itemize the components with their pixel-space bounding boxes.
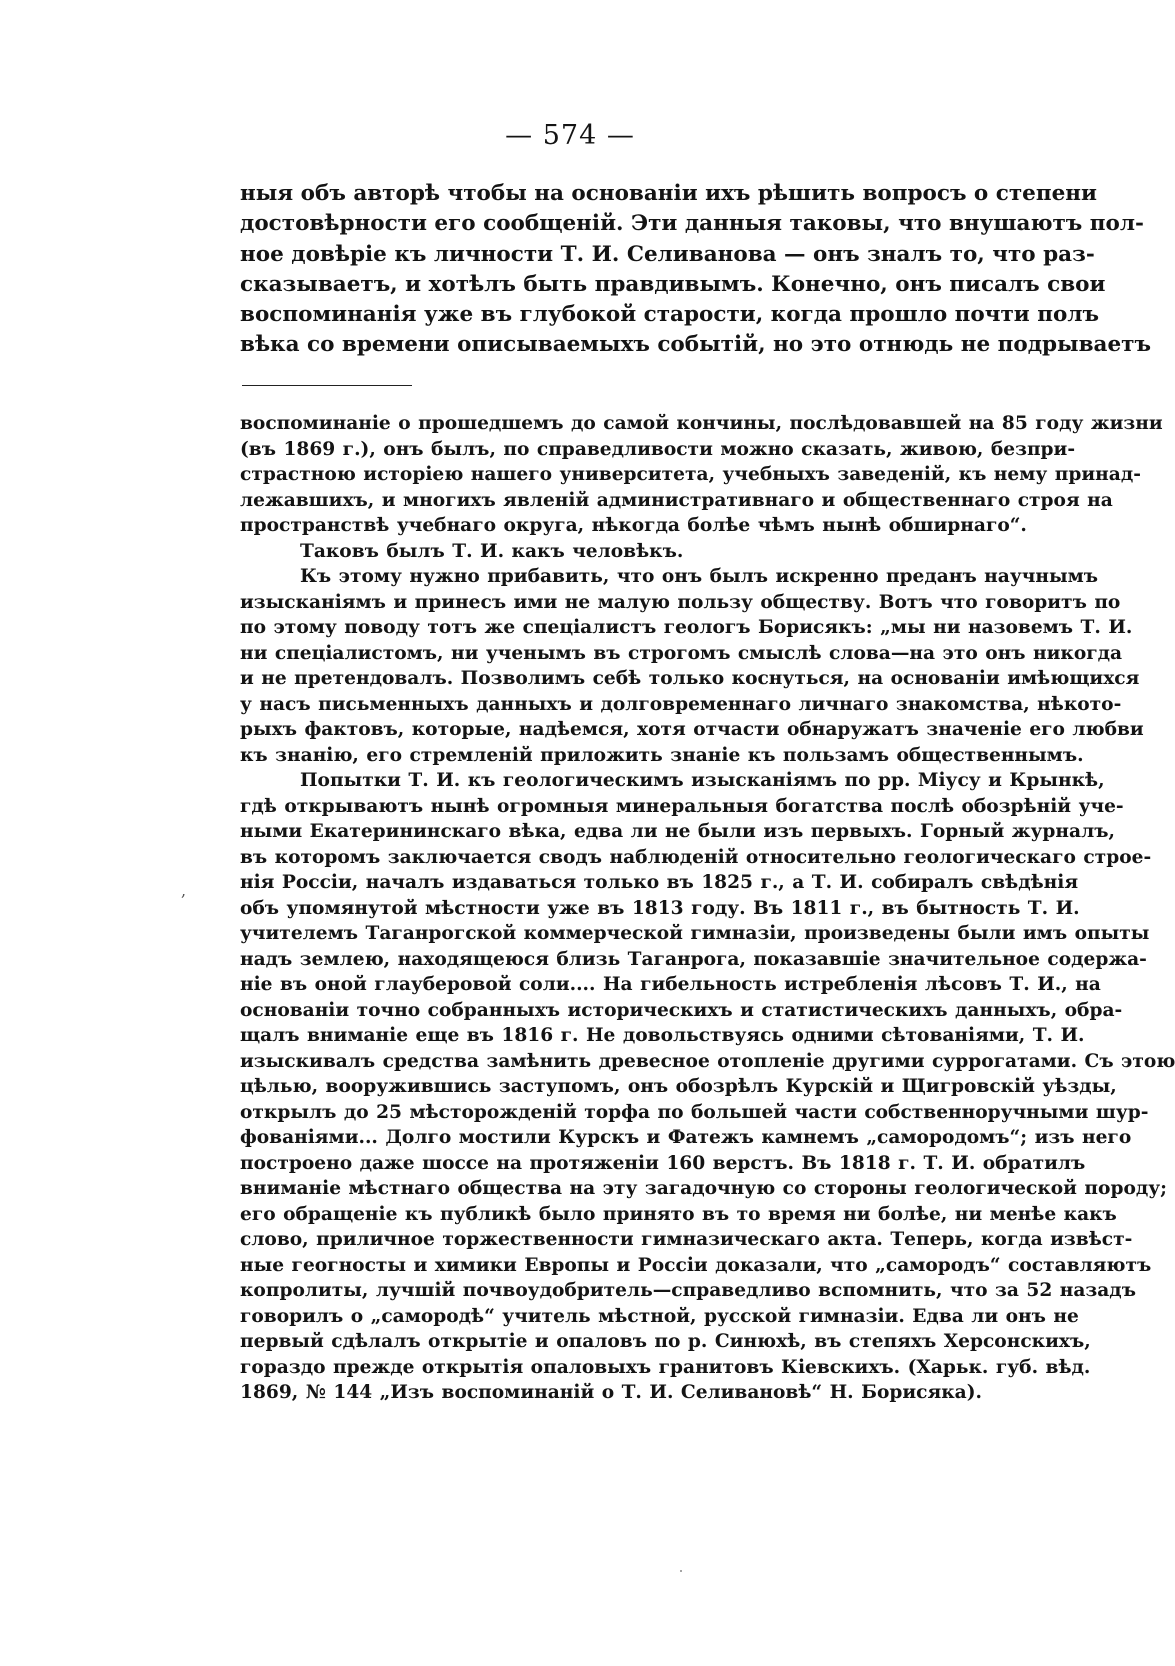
footnote-line: по этому поводу тотъ же спеціалистъ геологъ Борисякъ: „мы ни назовемъ Т. И.: [240, 617, 1133, 638]
footnote-line: ніе въ оной глауберовой соли.... На гибельность истребленія лѣсовъ Т. И., на: [240, 974, 1101, 995]
footnote-line: фованіями... Долго мостили Курскъ и Фатежъ камнемъ „самородомъ“; изъ него: [240, 1127, 1132, 1148]
scan-speck: [680, 1570, 682, 1572]
margin-mark: ,: [181, 881, 187, 900]
footnote-line: говорилъ о „самородѣ“ учитель мѣстной, русской гимназіи. Едва ли онъ не: [240, 1305, 1079, 1327]
footnote-line: цѣлью, вооружившись заступомъ, онъ обозрѣлъ Курскій и Щигровскій уѣзды,: [240, 1076, 1117, 1097]
footnote-line: изыскивалъ средства замѣнить древесное отопленіе другими суррогатами. Съ этою: [240, 1050, 1175, 1072]
footnote-line: копролиты, лучшій почвоудобритель—справедливо вспомнить, что за 52 назадъ: [240, 1280, 1136, 1301]
footnote-line: пространствѣ учебнаго округа, нѣкогда болѣе чѣмъ нынѣ обширнаго“.: [240, 515, 1027, 536]
footnote-line: ные геогносты и химики Европы и Россіи доказали, что „самородъ“ составляютъ: [240, 1254, 1152, 1276]
footnote-line: Попытки Т. И. къ геологическимъ изысканіямъ по рр. Міусу и Крынкѣ,: [300, 770, 1105, 791]
footnote-line: ными Екатерининскаго вѣка, едва ли не были изъ первыхъ. Горный журналъ,: [240, 821, 1115, 842]
footnote-line: построено даже шоссе на протяженіи 160 верстъ. Въ 1818 г. Т. И. обратилъ: [240, 1152, 1086, 1174]
footnote-separator: [242, 385, 412, 386]
footnote-line: Таковъ былъ Т. И. какъ человѣкъ.: [300, 540, 684, 562]
main-text-block: [240, 179, 1151, 361]
main-text-line: ное довѣріе къ личности Т. И. Селиванова — онъ зналъ то, что раз-: [240, 241, 1095, 267]
main-text-line: достовѣрности его сообщеній. Эти данныя таковы, что внушаютъ пол-: [240, 211, 1144, 237]
footnote-line: объ упомянутой мѣстности уже въ 1813 году. Въ 1811 г., въ бытность Т. И.: [240, 897, 1080, 919]
footnote-line: воспоминаніе о прошедшемъ до самой кончины, послѣдовавшей на 85 году жизни: [240, 413, 1163, 434]
footnote-line: гораздо прежде открытія опаловыхъ гранитовъ Кіевскихъ. (Харьк. губ. вѣд.: [240, 1356, 1091, 1378]
footnote-line: и не претендовалъ. Позволимъ себѣ только коснуться, на основаніи имѣющихся: [240, 668, 1140, 689]
footnote-block: [240, 411, 1175, 1406]
footnote-line: гдѣ открываютъ нынѣ огромныя минеральныя богатства послѣ обозрѣній уче-: [240, 795, 1124, 817]
footnote-line: (въ 1869 г.), онъ былъ, по справедливости можно сказать, живою, безпри-: [240, 438, 1076, 460]
main-text-line: вѣка со времени описываемыхъ событій, но это отнюдь не подрываетъ: [240, 332, 1151, 358]
main-text-line: сказываетъ, и хотѣлъ быть правдивымъ. Конечно, онъ писалъ свои: [240, 271, 1106, 297]
footnote-line: у насъ письменныхъ данныхъ и долговременнаго личнаго знакомства, нѣкото-: [240, 693, 1122, 715]
main-text-line: воспоминанія уже въ глубокой старости, когда прошло почти полъ: [240, 302, 1099, 328]
footnote-line: учителемъ Таганрогской коммерческой гимназіи, произведены были имъ опыты: [240, 923, 1150, 944]
footnote-line: Къ этому нужно прибавить, что онъ былъ искренно преданъ научнымъ: [300, 566, 1099, 587]
footnote-line: надъ землею, находящеюся близь Таганрога, показавшіе значительное содержа-: [240, 948, 1147, 970]
main-text-line: ныя объ авторѣ чтобы на основаніи ихъ рѣшить вопросъ о степени: [240, 181, 1097, 206]
footnote-line: вниманіе мѣстнаго общества на эту загадочную со стороны геологической породу;: [240, 1178, 1168, 1199]
footnote-line: нія Россіи, началъ издаваться только въ 1825 г., а Т. И. собиралъ свѣдѣнія: [240, 872, 1079, 893]
footnote-line: его обращеніе къ публикѣ было принято въ то время ни болѣе, ни менѣе какъ: [240, 1203, 1117, 1225]
page-number: — 574 —: [505, 120, 635, 151]
footnote-line: 1869, № 144 „Изъ воспоминаній о Т. И. Селивановѣ“ Н. Борисяка).: [240, 1382, 982, 1403]
footnote-line: первый сдѣлалъ открытіе и опаловъ по р. Синюхѣ, въ степяхъ Херсонскихъ,: [240, 1331, 1091, 1352]
footnote-line: страстною исторіею нашего университета, учебныхъ заведеній, къ нему принад-: [240, 464, 1141, 485]
footnote-line: ни спеціалистомъ, ни ученымъ въ строгомъ смыслѣ слова—на это онъ никогда: [240, 642, 1123, 664]
footnote-line: щалъ вниманіе еще въ 1816 г. Не довольствуясь одними сѣтованіями, Т. И.: [240, 1025, 1085, 1046]
footnote-line: открылъ до 25 мѣсторожденій торфа по большей части собственноручными шур-: [240, 1101, 1149, 1123]
footnote-line: лежавшихъ, и многихъ явленій административнаго и общественнаго строя на: [240, 489, 1113, 511]
footnote-line: къ знанію, его стремленій приложить знаніе къ пользамъ общественнымъ.: [240, 744, 1084, 766]
footnote-line: изысканіямъ и принесъ ими не малую пользу обществу. Вотъ что говоритъ по: [240, 591, 1121, 613]
footnote-line: основаніи точно собранныхъ историческихъ и статистическихъ данныхъ, обра-: [240, 999, 1123, 1021]
footnote-line: рыхъ фактовъ, которые, надѣемся, хотя отчасти обнаружатъ значеніе его любви: [240, 719, 1144, 740]
footnote-line: слово, приличное торжественности гимназическаго акта. Теперь, когда извѣст-: [240, 1229, 1133, 1250]
footnote-line: въ которомъ заключается сводъ наблюденій относительно геологическаго строе-: [240, 846, 1152, 868]
